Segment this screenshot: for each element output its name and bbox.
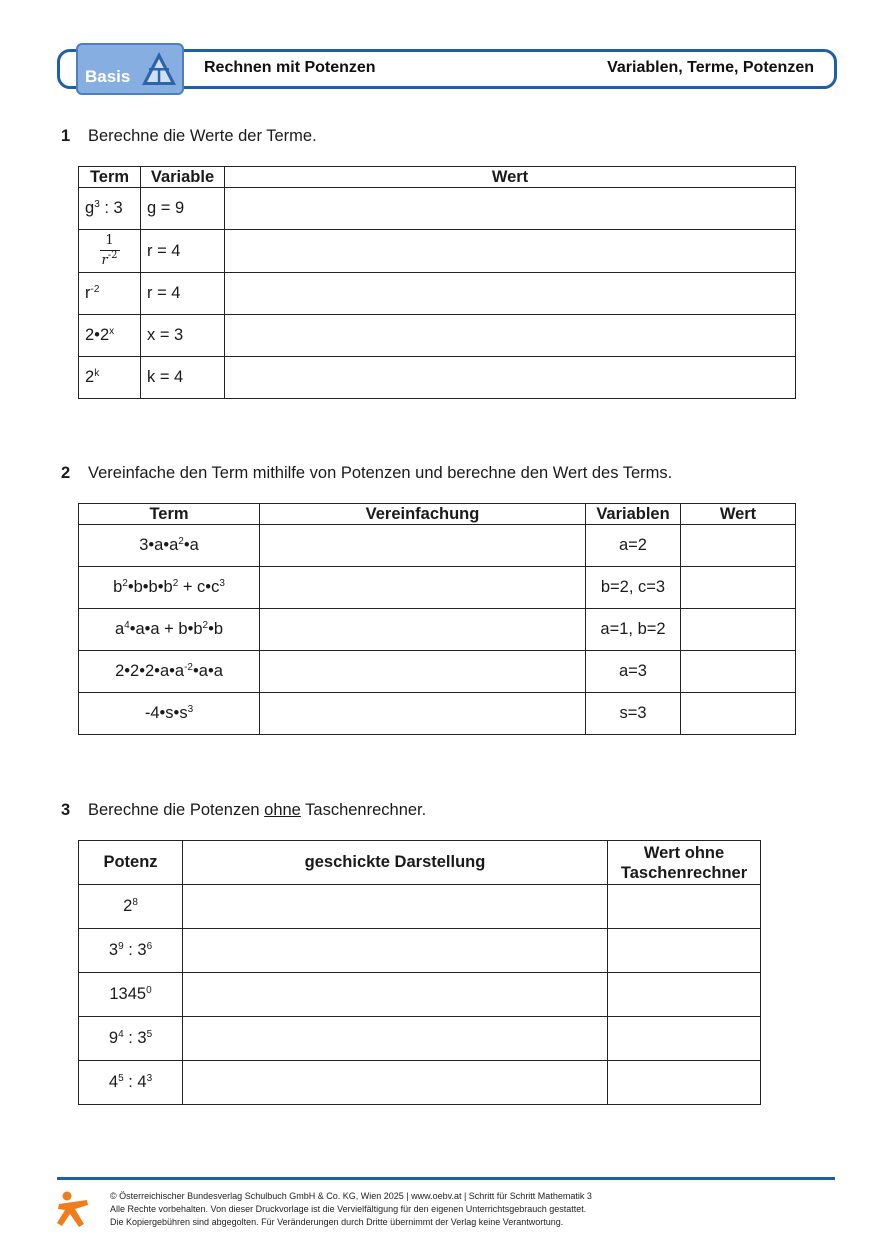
variables-cell: a=1, b=2 xyxy=(586,609,681,651)
term-cell: $2•2•2•a•a^{-2}•a•a$ xyxy=(79,651,260,693)
table-header-row xyxy=(79,167,796,188)
table-row xyxy=(79,525,796,567)
answer-cell[interactable] xyxy=(608,973,761,1017)
badge-label: Basis xyxy=(85,67,131,86)
answer-cell[interactable] xyxy=(608,885,761,929)
task-number: 2 xyxy=(61,464,71,482)
answer-cell[interactable] xyxy=(608,1017,761,1061)
header-value: Wert xyxy=(681,504,796,525)
header-term: Term xyxy=(79,504,260,525)
variable-cell: r = 4 xyxy=(141,230,225,273)
answer-cell[interactable] xyxy=(608,1061,761,1105)
table-row xyxy=(79,973,761,1017)
power-cell: $2^8$ xyxy=(79,885,183,929)
answer-cell[interactable] xyxy=(225,188,796,230)
header-representation: geschickte Darstellung xyxy=(183,841,608,885)
table-row xyxy=(79,315,796,357)
answer-cell[interactable] xyxy=(681,609,796,651)
footer-divider xyxy=(57,1177,835,1180)
simplification-cell[interactable] xyxy=(260,567,586,609)
answer-cell[interactable] xyxy=(681,525,796,567)
representation-cell[interactable] xyxy=(183,1017,608,1061)
term-cell: $r^{-2}$ xyxy=(79,273,141,315)
table-row xyxy=(79,273,796,315)
header-term: Term xyxy=(79,167,141,188)
task-instruction: Vereinfache den Term mithilfe von Potenzen und berechne den Wert des Terms. xyxy=(88,464,673,482)
answer-cell[interactable] xyxy=(681,693,796,735)
header-variable: Variable xyxy=(141,167,225,188)
task-instruction: Berechne die Potenzen ohne Taschenrechner. xyxy=(88,801,427,819)
term-cell xyxy=(79,230,141,273)
task-number: 3 xyxy=(61,801,71,819)
header-simplification: Vereinfachung xyxy=(260,504,586,525)
table-row xyxy=(79,1061,761,1105)
power-cell: $3^9$ : $3^6$ xyxy=(79,929,183,973)
answer-cell[interactable] xyxy=(225,273,796,315)
underlined-word: ohne xyxy=(264,801,301,819)
table-row xyxy=(79,651,796,693)
table-row xyxy=(79,885,761,929)
level-badge xyxy=(76,43,184,95)
header-variables: Variablen xyxy=(586,504,681,525)
table-row xyxy=(79,357,796,399)
variable-cell: k = 4 xyxy=(141,357,225,399)
term-cell: 2•2$^x$ xyxy=(79,315,141,357)
representation-cell[interactable] xyxy=(183,929,608,973)
term-cell: $b^2•b•b•b^2$ + $c•c^3$ xyxy=(79,567,260,609)
answer-cell[interactable] xyxy=(225,357,796,399)
term-cell: 2$^k$ xyxy=(79,357,141,399)
power-cell: $4^5$ : $4^3$ xyxy=(79,1061,183,1105)
page-title: Rechnen mit Potenzen xyxy=(204,59,376,76)
power-cell: $9^4$ : $3^5$ xyxy=(79,1017,183,1061)
representation-cell[interactable] xyxy=(183,1061,608,1105)
table-row xyxy=(79,230,796,273)
answer-cell[interactable] xyxy=(681,567,796,609)
answer-cell[interactable] xyxy=(225,315,796,357)
table-row xyxy=(79,567,796,609)
task-instruction: Berechne die Werte der Terme. xyxy=(88,127,317,145)
table-row xyxy=(79,609,796,651)
header-power: Potenz xyxy=(79,841,183,885)
term-cell: $g^3$ : 3 xyxy=(79,188,141,230)
simplification-cell[interactable] xyxy=(260,609,586,651)
simplification-cell[interactable] xyxy=(260,525,586,567)
table-header-row xyxy=(79,504,796,525)
answer-cell[interactable] xyxy=(225,230,796,273)
variables-cell: s=3 xyxy=(586,693,681,735)
fraction: 1 $r^{-2}$ xyxy=(100,233,120,268)
variable-cell: g = 9 xyxy=(141,188,225,230)
task-1-table xyxy=(78,166,796,399)
copyright-notice: © Österreichischer Bundesverlag Schulbuch GmbH & Co. KG, Wien 2025 | www.oebv.at | Schritt für Schritt Mathematik 3 Alle Rechte vorbehalten. Von dieser Druckvorlage ist die Vervielfältigung für den eigenen Unterrichtsgebrauch gestattet. Die Kopiergebühren sind abgegolten. Für Veränderungen durch Dritte übernimmt der Verlag keine Verantwortung. xyxy=(110,1191,592,1227)
term-cell: $3•a•a^2•a$ xyxy=(79,525,260,567)
answer-cell[interactable] xyxy=(608,929,761,973)
term-cell: $-4•s•s^3$ xyxy=(79,693,260,735)
header-value: Wert ohne Taschenrechner xyxy=(608,841,761,885)
header-value: Wert xyxy=(225,167,796,188)
representation-cell[interactable] xyxy=(183,885,608,929)
representation-cell[interactable] xyxy=(183,973,608,1017)
simplification-cell[interactable] xyxy=(260,693,586,735)
variables-cell: a=2 xyxy=(586,525,681,567)
triangle-icon xyxy=(140,50,178,88)
term-cell: $a^4•a•a$ + $b•b^2•b$ xyxy=(79,609,260,651)
task-3-table xyxy=(78,840,761,1105)
power-cell: 1345$^0$ xyxy=(79,973,183,1017)
table-row xyxy=(79,1017,761,1061)
task-number: 1 xyxy=(61,127,71,145)
simplification-cell[interactable] xyxy=(260,651,586,693)
variable-cell: x = 3 xyxy=(141,315,225,357)
publisher-logo-icon xyxy=(55,1190,91,1228)
table-row xyxy=(79,929,761,973)
variables-cell: a=3 xyxy=(586,651,681,693)
chapter-title: Variablen, Terme, Potenzen xyxy=(607,59,814,76)
table-row xyxy=(79,188,796,230)
table-header-row xyxy=(79,841,761,885)
variable-cell: r = 4 xyxy=(141,273,225,315)
variables-cell: b=2, c=3 xyxy=(586,567,681,609)
task-2-table xyxy=(78,503,796,735)
answer-cell[interactable] xyxy=(681,651,796,693)
table-row xyxy=(79,693,796,735)
